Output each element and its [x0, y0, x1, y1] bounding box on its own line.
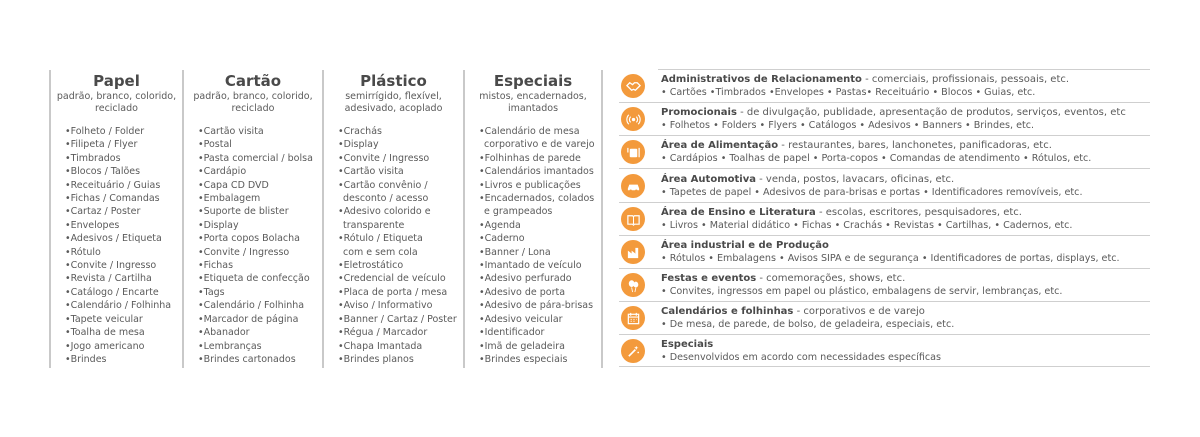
column-subtitle: mistos, encadernados, imantados — [479, 91, 587, 114]
category-description: - escolas, escritores, pesquisadores, etc. — [815, 207, 1022, 218]
list-item: •Aviso / Informativo — [338, 300, 433, 312]
list-item: •Filipeta / Flyer — [65, 139, 138, 151]
category-heading — [661, 73, 1150, 86]
list-item: •Display — [338, 139, 379, 151]
list-item: •Livros e publicações — [479, 179, 581, 191]
column-subtitle: padrão, branco, colorido, reciclado — [56, 91, 177, 114]
category-heading — [661, 305, 1150, 318]
category-items: • Convites, ingressos em papel ou plástico, embalagens de servir, lembranças, etc. — [661, 286, 1063, 297]
list-item: •Blocos / Talões — [65, 166, 141, 178]
list-item: •Timbrados — [65, 152, 121, 164]
category-heading — [661, 272, 1150, 285]
column-list — [51, 125, 182, 366]
category-text — [661, 239, 1150, 265]
category-text — [661, 106, 1150, 132]
category-row — [619, 269, 1150, 302]
category-items: • Desenvolvidos em acordo com necessidades específicas — [661, 352, 942, 363]
list-item: •Capa CD DVD — [198, 179, 269, 191]
list-item: •Calendário / Folhinha — [65, 300, 172, 312]
list-item: •Convite / Ingresso — [338, 152, 430, 164]
list-item: desconto / acesso — [343, 193, 429, 205]
column-list — [324, 125, 463, 366]
column-title: Papel — [93, 72, 140, 90]
category-row — [619, 236, 1150, 269]
list-item: •Eletrostático — [338, 260, 404, 272]
category-title: Área de Ensino e Literatura — [661, 207, 816, 218]
category-text — [661, 305, 1150, 331]
category-title: Administrativos de Relacionamento — [661, 74, 862, 85]
list-item: •Agenda — [479, 219, 521, 231]
category-description: - venda, postos, lavacars, oficinas, etc. — [755, 174, 955, 185]
broadcast-icon — [621, 107, 645, 131]
car-icon — [621, 174, 645, 198]
list-item: •Calendário / Folhinha — [198, 300, 305, 312]
list-item: •Adesivo de pára-brisas — [479, 300, 594, 312]
category-title: Especiais — [661, 339, 714, 350]
list-item: •Banner / Lona — [479, 246, 551, 258]
list-item: •Calendários imantados — [479, 166, 594, 178]
list-item: •Imã de geladeira — [479, 340, 565, 352]
list-item: •Jogo americano — [65, 340, 145, 352]
list-item: •Marcador de página — [198, 313, 299, 325]
column-subtitle: padrão, branco, colorido, reciclado — [193, 91, 313, 114]
calendar-icon — [621, 306, 645, 330]
list-item: com e sem cola — [343, 246, 418, 258]
list-item: •Fichas / Comandas — [65, 193, 160, 205]
column-title: Plástico — [360, 72, 427, 90]
category-items: • Cardápios • Toalhas de papel • Porta-copos • Comandas de atendimento • Rótulos, etc. — [661, 153, 1092, 164]
category-heading — [661, 206, 1150, 219]
category-text — [661, 173, 1150, 199]
category-row — [619, 170, 1150, 203]
list-item: •Tags — [198, 286, 225, 298]
category-items: • Cartões •Timbrados •Envelopes • Pastas• Receituário • Blocos • Guias, etc. — [661, 87, 1036, 98]
list-item: •Cartão visita — [198, 126, 264, 137]
list-item: •Brindes planos — [338, 353, 414, 365]
list-item: •Credencial de veículo — [338, 273, 446, 285]
category-row — [619, 70, 1150, 103]
list-item: •Fichas — [198, 260, 234, 272]
list-item: •Folhinhas de parede — [479, 152, 581, 164]
column-list — [465, 125, 601, 366]
list-item: •Convite / Ingresso — [65, 260, 157, 272]
list-item: •Brindes especiais — [479, 353, 568, 365]
list-item: •Envelopes — [65, 219, 120, 231]
column-papel — [49, 70, 182, 368]
list-item: •Cartaz / Poster — [65, 206, 141, 218]
list-item: •Rótulo — [65, 246, 101, 258]
list-item: corporativo e de varejo — [484, 139, 595, 151]
list-item: •Porta copos Bolacha — [198, 233, 300, 245]
category-heading — [661, 106, 1150, 119]
list-item: •Régua / Marcador — [338, 327, 428, 339]
column-list — [184, 125, 322, 366]
balloons-icon — [621, 273, 645, 297]
column-especiais — [463, 70, 601, 368]
list-item: •Lembranças — [198, 340, 262, 352]
category-items: • Tapetes de papel • Adesivos de para-brisas e portas • Identificadores removíveis, etc. — [661, 187, 1083, 198]
list-item: •Folheto / Folder — [65, 126, 145, 137]
list-item: •Adesivo colorido e — [338, 206, 431, 218]
category-heading — [661, 239, 1150, 252]
list-item: transparente — [343, 219, 405, 231]
column-cartao — [182, 70, 322, 368]
list-item: •Brindes cartonados — [198, 353, 296, 365]
category-items: • De mesa, de parede, de bolso, de geladeira, especiais, etc. — [661, 319, 955, 330]
list-item: •Crachás — [338, 126, 382, 137]
list-item: •Suporte de blister — [198, 206, 289, 218]
list-item: •Brindes — [65, 353, 107, 365]
list-item: •Chapa Imantada — [338, 340, 423, 352]
list-item: •Tapete veicular — [65, 313, 143, 325]
list-item: •Etiqueta de confecção — [198, 273, 310, 285]
category-heading — [661, 338, 1150, 351]
category-items: • Folhetos • Folders • Flyers • Catálogos • Adesivos • Banners • Brindes, etc. — [661, 120, 1035, 131]
factory-icon — [621, 240, 645, 264]
list-item: •Identificador — [479, 327, 545, 339]
list-item: •Adesivo veicular — [479, 313, 563, 325]
category-row — [619, 203, 1150, 236]
category-heading — [661, 139, 1150, 152]
list-item: •Adesivo perfurado — [479, 273, 572, 285]
column-title: Especiais — [493, 72, 573, 90]
list-item: •Convite / Ingresso — [198, 246, 290, 258]
list-item: •Postal — [198, 139, 232, 151]
category-row — [619, 103, 1150, 136]
list-item: •Revista / Cartilha — [65, 273, 152, 285]
list-item: •Placa de porta / mesa — [338, 286, 448, 298]
list-item: •Calendário de mesa — [479, 126, 580, 137]
category-title: Área de Alimentação — [661, 140, 779, 151]
list-item: •Cardápio — [198, 166, 247, 178]
list-item: •Receituário / Guias — [65, 179, 161, 191]
category-row — [619, 136, 1150, 169]
list-item: •Imantado de veículo — [479, 260, 582, 272]
list-item: •Embalagem — [198, 193, 261, 205]
list-item: •Display — [198, 219, 239, 231]
category-heading — [661, 173, 1150, 186]
list-item: e grampeados — [484, 206, 553, 218]
category-row — [619, 302, 1150, 335]
category-title: Área Automotiva — [661, 174, 756, 185]
category-title: Área industrial e de Produção — [661, 240, 829, 251]
category-text — [661, 206, 1150, 232]
list-item: •Abanador — [198, 327, 250, 339]
food-icon — [621, 140, 645, 164]
category-text — [661, 73, 1150, 99]
section-divider — [601, 70, 603, 368]
list-item: •Encadernados, colados — [479, 193, 595, 205]
list-item: •Adesivo de porta — [479, 286, 566, 298]
handshake-icon — [621, 74, 645, 98]
category-text — [661, 272, 1150, 298]
category-items: • Rótulos • Embalagens • Avisos SIPA e de segurança • Identificadores de portas, displays, etc. — [661, 253, 1120, 264]
category-description: - comerciais, profissionais, pessoais, etc. — [861, 74, 1070, 85]
list-item: •Catálogo / Encarte — [65, 286, 159, 298]
list-item: •Cartão visita — [338, 166, 404, 178]
magic-wand-icon — [621, 339, 645, 363]
category-title: Promocionais — [661, 107, 737, 118]
list-item: •Banner / Cartaz / Poster — [338, 313, 457, 325]
list-item: •Toalha de mesa — [65, 327, 145, 339]
column-subtitle: semirrígido, flexível, adesivado, acoplado — [344, 91, 443, 114]
list-item: •Pasta comercial / bolsa — [198, 152, 313, 164]
category-description: - corporativos e de varejo — [793, 306, 925, 317]
category-items: • Livros • Material didático • Fichas • Crachás • Revistas • Cartilhas, • Cadernos, etc. — [661, 220, 1073, 231]
list-item: •Adesivos / Etiqueta — [65, 233, 162, 245]
category-row — [619, 335, 1150, 367]
list-item: •Cartão convênio / — [338, 179, 428, 191]
list-item: •Rótulo / Etiqueta — [338, 233, 423, 245]
book-icon — [621, 207, 645, 231]
category-description: - comemorações, shows, etc. — [756, 273, 906, 284]
category-description: - restaurantes, bares, lanchonetes, panificadoras, etc. — [778, 140, 1052, 151]
category-title: Calendários e folhinhas — [661, 306, 794, 317]
category-text — [661, 139, 1150, 165]
category-text — [661, 338, 1150, 364]
category-description: - de divulgação, publidade, apresentação de produtos, serviços, eventos, etc — [736, 107, 1126, 118]
category-title: Festas e eventos — [661, 273, 757, 284]
column-title: Cartão — [224, 72, 282, 90]
list-item: •Caderno — [479, 233, 525, 245]
column-plastico — [322, 70, 463, 368]
